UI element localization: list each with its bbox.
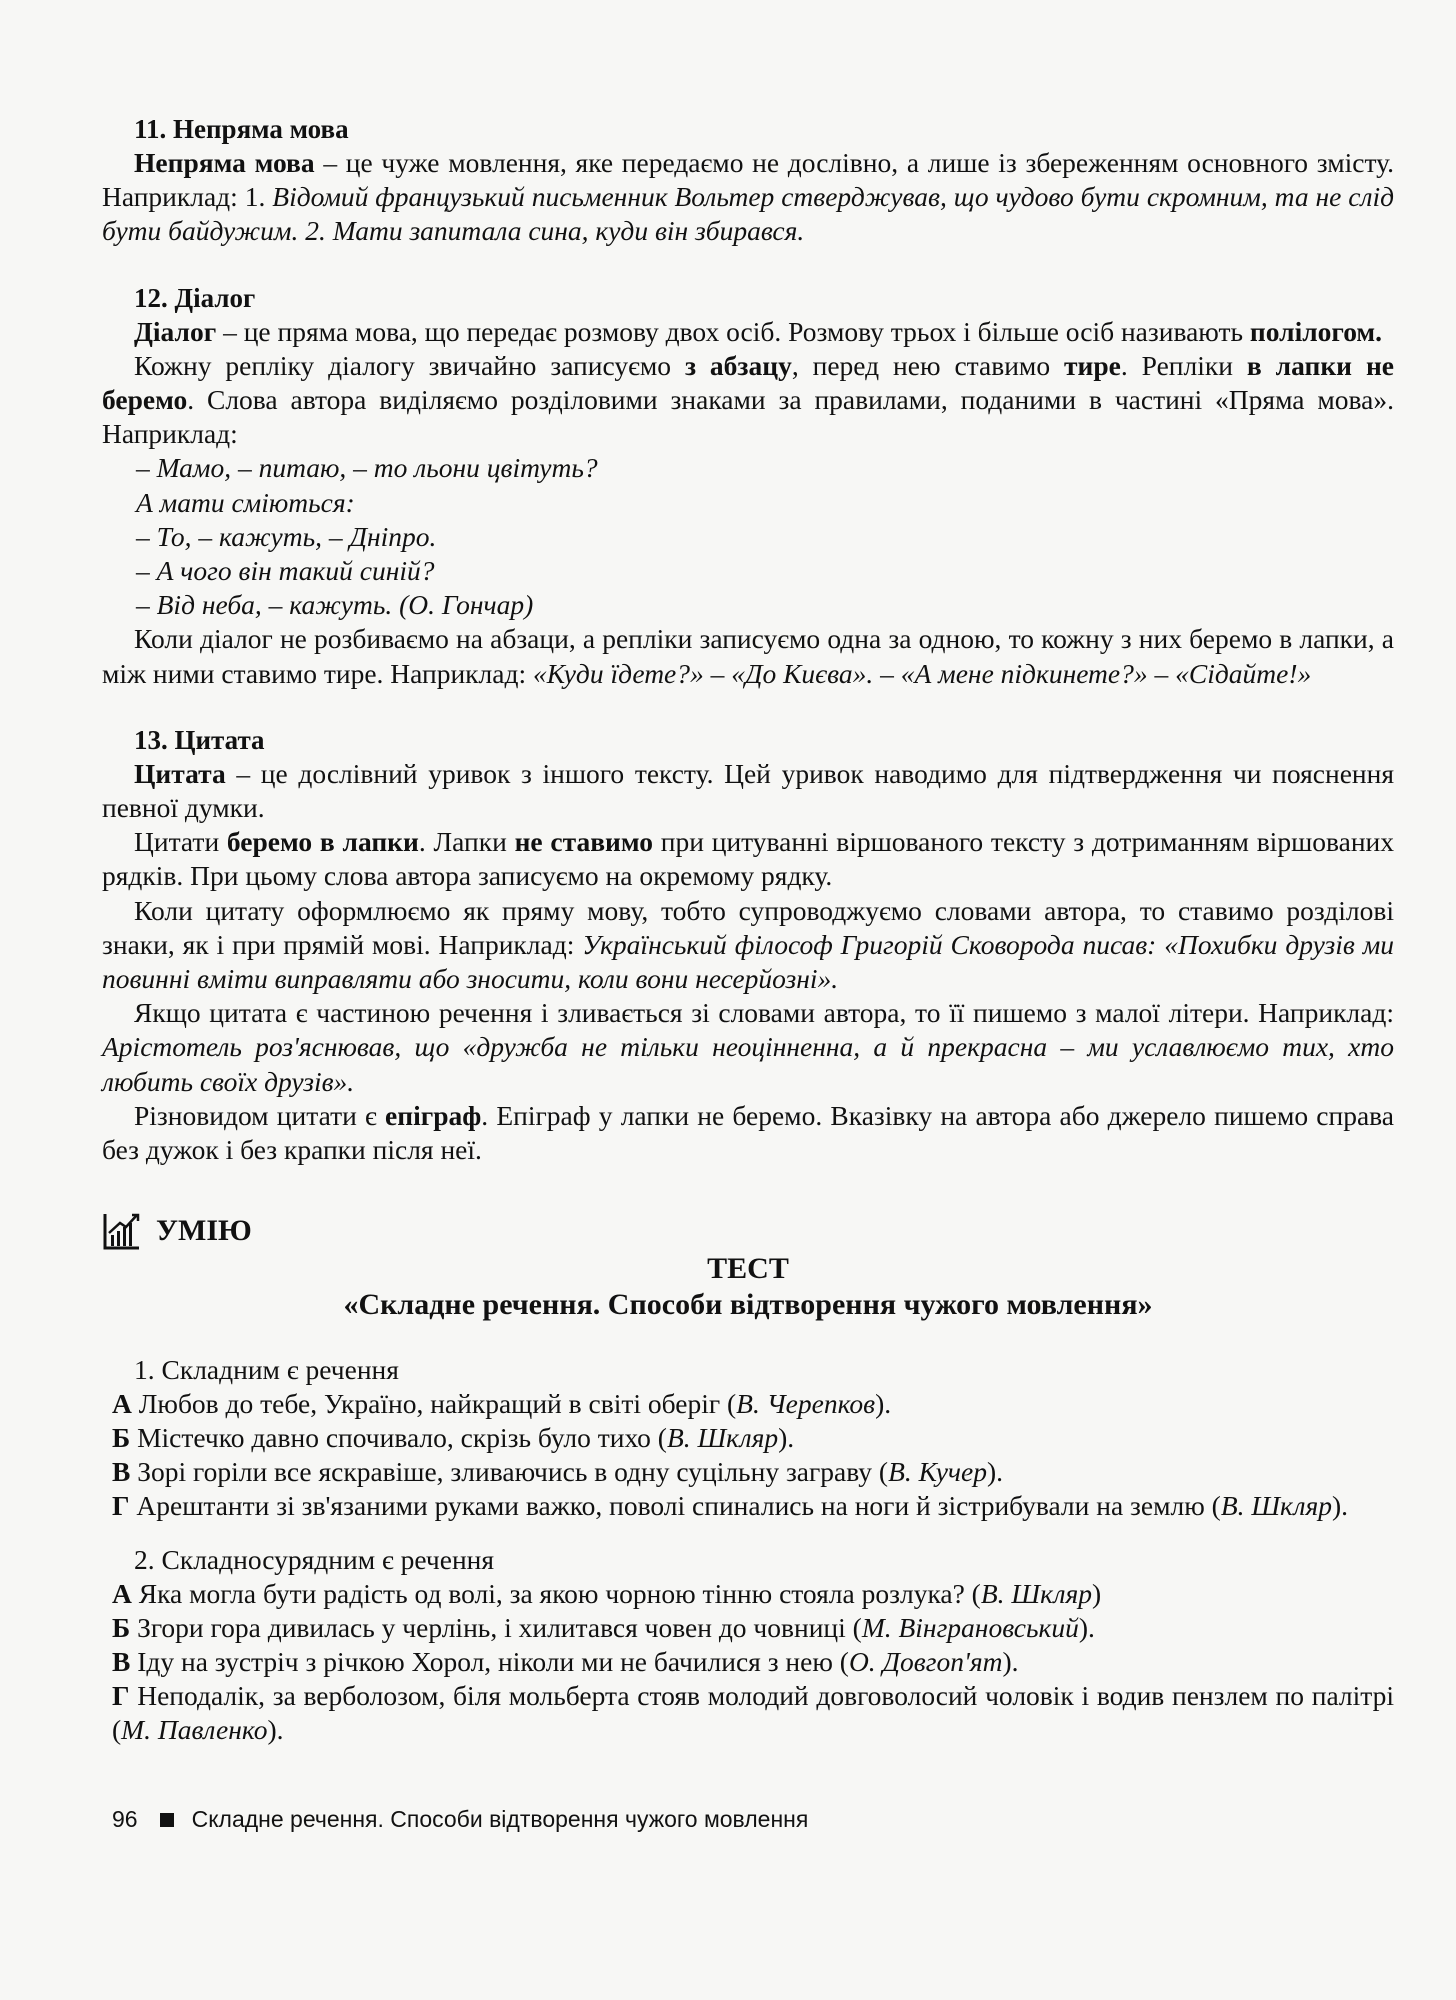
- question-text: 2. Складносурядним є речення: [134, 1544, 495, 1576]
- theory-sections: [102, 112, 1394, 1167]
- test-subtitle: «Складне речення. Способи відтворення чужого мовлення»: [343, 1288, 1153, 1322]
- text-run: . Слова автора виділяємо розділовими знаками за правилами, поданими в частині «Пряма мова». Наприклад:: [102, 384, 1394, 450]
- dialog-line: А мати сміються:: [136, 486, 355, 518]
- skill-heading: [102, 1211, 1394, 1251]
- italic-text: Арістотель роз'яснював, що «дружба не тільки неоцінненна, а й прекрасна – ми уславлюємо тих, хто любить своїх друзів».: [102, 1031, 1394, 1097]
- text-run: при цитуванні віршованого тексту з дотриманням віршованих рядків. При цьому слова автора записуємо на окремому рядку.: [102, 826, 1395, 892]
- text-run: Коли цитату оформлюємо як пряму мову, тобто супроводжуємо словами автора, то ставимо розділові знаки, як і при прямій мові. Наприклад:: [102, 894, 1394, 960]
- paragraph: [102, 622, 1394, 690]
- text-run: Яка могла бути радість од волі, за якою чорною тінню стояла розлука? (: [131, 1578, 981, 1610]
- italic-text: «Куди їдете?» – «До Києва». – «А мене підкинете?» – «Сідайте!»: [532, 657, 1312, 689]
- text-run: ): [1092, 1578, 1102, 1610]
- section-heading: 11. Непряма мова: [134, 114, 349, 144]
- text-run: Якщо цитата є частиною речення і зливається зі словами автора, то її пишемо з малої літери. Наприклад:: [134, 997, 1394, 1029]
- paragraph: [102, 315, 1394, 349]
- text-run: ).: [1002, 1646, 1019, 1678]
- bold-text: беремо в лапки: [226, 826, 419, 858]
- test-question: [102, 1543, 1394, 1747]
- bold-text: полілогом.: [1249, 315, 1383, 347]
- text-run: ).: [1331, 1490, 1349, 1522]
- bold-text: Діалог: [134, 315, 217, 347]
- section-heading: 12. Діалог: [134, 282, 256, 313]
- bold-text: В: [112, 1646, 131, 1678]
- text-run: Арештанти зі зв'язаними руками важко, поволі спинались на ноги й зістрибували на землю (: [129, 1490, 1221, 1522]
- page-number: 96: [112, 1806, 138, 1832]
- dialog-example: [102, 451, 1394, 622]
- page-footer: [112, 1806, 808, 1833]
- test-question: [102, 1353, 1394, 1523]
- paragraph: [102, 996, 1394, 1099]
- bold-text: В: [112, 1456, 131, 1488]
- italic-text: В. Шкляр: [980, 1578, 1093, 1610]
- text-run: ).: [875, 1388, 892, 1420]
- text-run: . Репліки: [1120, 349, 1247, 381]
- page-content: [102, 112, 1394, 1747]
- text-run: Іду на зустріч з річкою Хорол, ніколи ми не бачилися з нею (: [130, 1646, 849, 1678]
- answer-option: [102, 1577, 1394, 1611]
- text-run: , перед нею ставимо: [791, 349, 1064, 381]
- answer-option: [102, 1611, 1394, 1645]
- question-text: 1. Складним є речення: [134, 1354, 399, 1386]
- italic-text: В. Шкляр: [666, 1422, 779, 1454]
- section: [102, 281, 1394, 691]
- bold-text: епіграф: [385, 1099, 482, 1131]
- text-run: Зорі горіли все яскравіше, зливаючись в одну суцільну заграву (: [130, 1456, 889, 1488]
- dialog-line: – Від неба, – кажуть. (О. Гончар): [136, 589, 534, 621]
- italic-text: В. Шкляр: [1220, 1490, 1332, 1522]
- section-heading: 13. Цитата: [134, 724, 265, 755]
- text-run: Згори гора дивилась у черлінь, і хилитався човен до човниці (: [130, 1612, 862, 1644]
- bold-text: А: [112, 1388, 132, 1420]
- text-run: – це дослівний уривок з іншого тексту. Цей уривок наводимо для підтвердження чи пояснення певної думки.: [102, 757, 1394, 824]
- text-run: ).: [987, 1456, 1004, 1488]
- text-run: – це пряма мова, що передає розмову двох осіб. Розмову трьох і більше осіб називають: [216, 315, 1250, 347]
- italic-text: Відомий французький письменник Вольтер стверджував, що чудово бути скромним, та не слід бути байдужим. 2. Мати запитала сина, куди він збирався.: [102, 181, 1394, 247]
- dialog-line: – А чого він такий синій?: [136, 555, 435, 587]
- paragraph: [102, 146, 1394, 249]
- text-run: Містечко давно спочивало, скрізь було тихо (: [130, 1422, 667, 1454]
- bold-text: не ставимо: [514, 826, 654, 858]
- bold-text: Б: [112, 1422, 131, 1454]
- test-questions: [102, 1353, 1394, 1747]
- section: [102, 112, 1394, 249]
- bold-text: Цитата: [134, 757, 226, 789]
- paragraph: [102, 1099, 1394, 1167]
- text-run: Любов до тебе, Україно, найкращий в світі оберіг (: [131, 1388, 737, 1420]
- bold-text: Непряма мова: [134, 147, 315, 178]
- answer-option: [102, 1387, 1394, 1421]
- text-run: ).: [267, 1714, 284, 1746]
- answer-option: [102, 1489, 1394, 1523]
- text-run: – це чуже мовлення, яке передаємо не дослівно, а лише із збереженням основного змісту. Наприклад: 1.: [102, 147, 1394, 213]
- answer-option: [102, 1421, 1394, 1455]
- square-bullet-icon: [160, 1813, 174, 1827]
- text-run: . Лапки: [418, 826, 515, 858]
- italic-text: М. Вінграновський: [861, 1612, 1079, 1644]
- paragraph: [102, 349, 1394, 452]
- italic-text: М. Павленко: [121, 1714, 268, 1746]
- text-run: Різновидом цитати є: [134, 1099, 386, 1131]
- answer-option: [102, 1679, 1394, 1747]
- italic-text: Український філософ Григорій Сковорода писав: «Похибки друзів ми повинні вміти виправляти або зносити, коли вони несерйозні».: [102, 928, 1394, 995]
- text-run: Коли діалог не розбиваємо на абзаци, а репліки записуємо одна за одною, то кожну з них беремо в лапки, а між ними ставимо тире. Наприклад:: [102, 623, 1394, 689]
- italic-text: В. Кучер: [888, 1456, 987, 1488]
- text-run: Цитати: [134, 826, 227, 858]
- bold-text: А: [112, 1578, 132, 1610]
- chart-growth-icon: [102, 1211, 142, 1251]
- bold-text: Г: [112, 1680, 130, 1712]
- skill-label: УМІЮ: [156, 1214, 252, 1248]
- test-title: ТЕСТ: [707, 1252, 789, 1286]
- paragraph: [102, 757, 1394, 825]
- paragraph: [102, 894, 1394, 997]
- paragraph: [102, 825, 1394, 893]
- text-run: Неподалік, за верболозом, біля мольберта стояв молодий довговолосий чоловік і водив пензлем по палітрі (: [112, 1680, 1394, 1746]
- answer-option: [102, 1645, 1394, 1679]
- italic-text: В. Черепков: [736, 1388, 876, 1420]
- text-run: ).: [778, 1422, 795, 1454]
- dialog-line: – Мамо, – питаю, – то льони цвітуть?: [136, 452, 598, 484]
- running-title: Складне речення. Способи відтворення чужого мовлення: [191, 1806, 809, 1832]
- section: [102, 723, 1394, 1167]
- dialog-line: – То, – кажуть, – Дніпро.: [136, 520, 437, 552]
- bold-text: Б: [112, 1612, 131, 1644]
- answer-option: [102, 1455, 1394, 1489]
- bold-text: тире: [1064, 349, 1121, 381]
- italic-text: О. Довгоп'ят: [848, 1646, 1003, 1678]
- text-run: ).: [1078, 1612, 1095, 1644]
- bold-text: з абзацу: [684, 349, 792, 381]
- text-run: Кожну репліку діалогу звичайно записуємо: [134, 349, 685, 381]
- text-run: . Епіграф у лапки не беремо. Вказівку на автора або джерело пишемо справа без дужок і без крапки після неї.: [102, 1099, 1395, 1166]
- bold-text: Г: [112, 1490, 130, 1522]
- bold-text: в лапки не беремо: [102, 349, 1394, 416]
